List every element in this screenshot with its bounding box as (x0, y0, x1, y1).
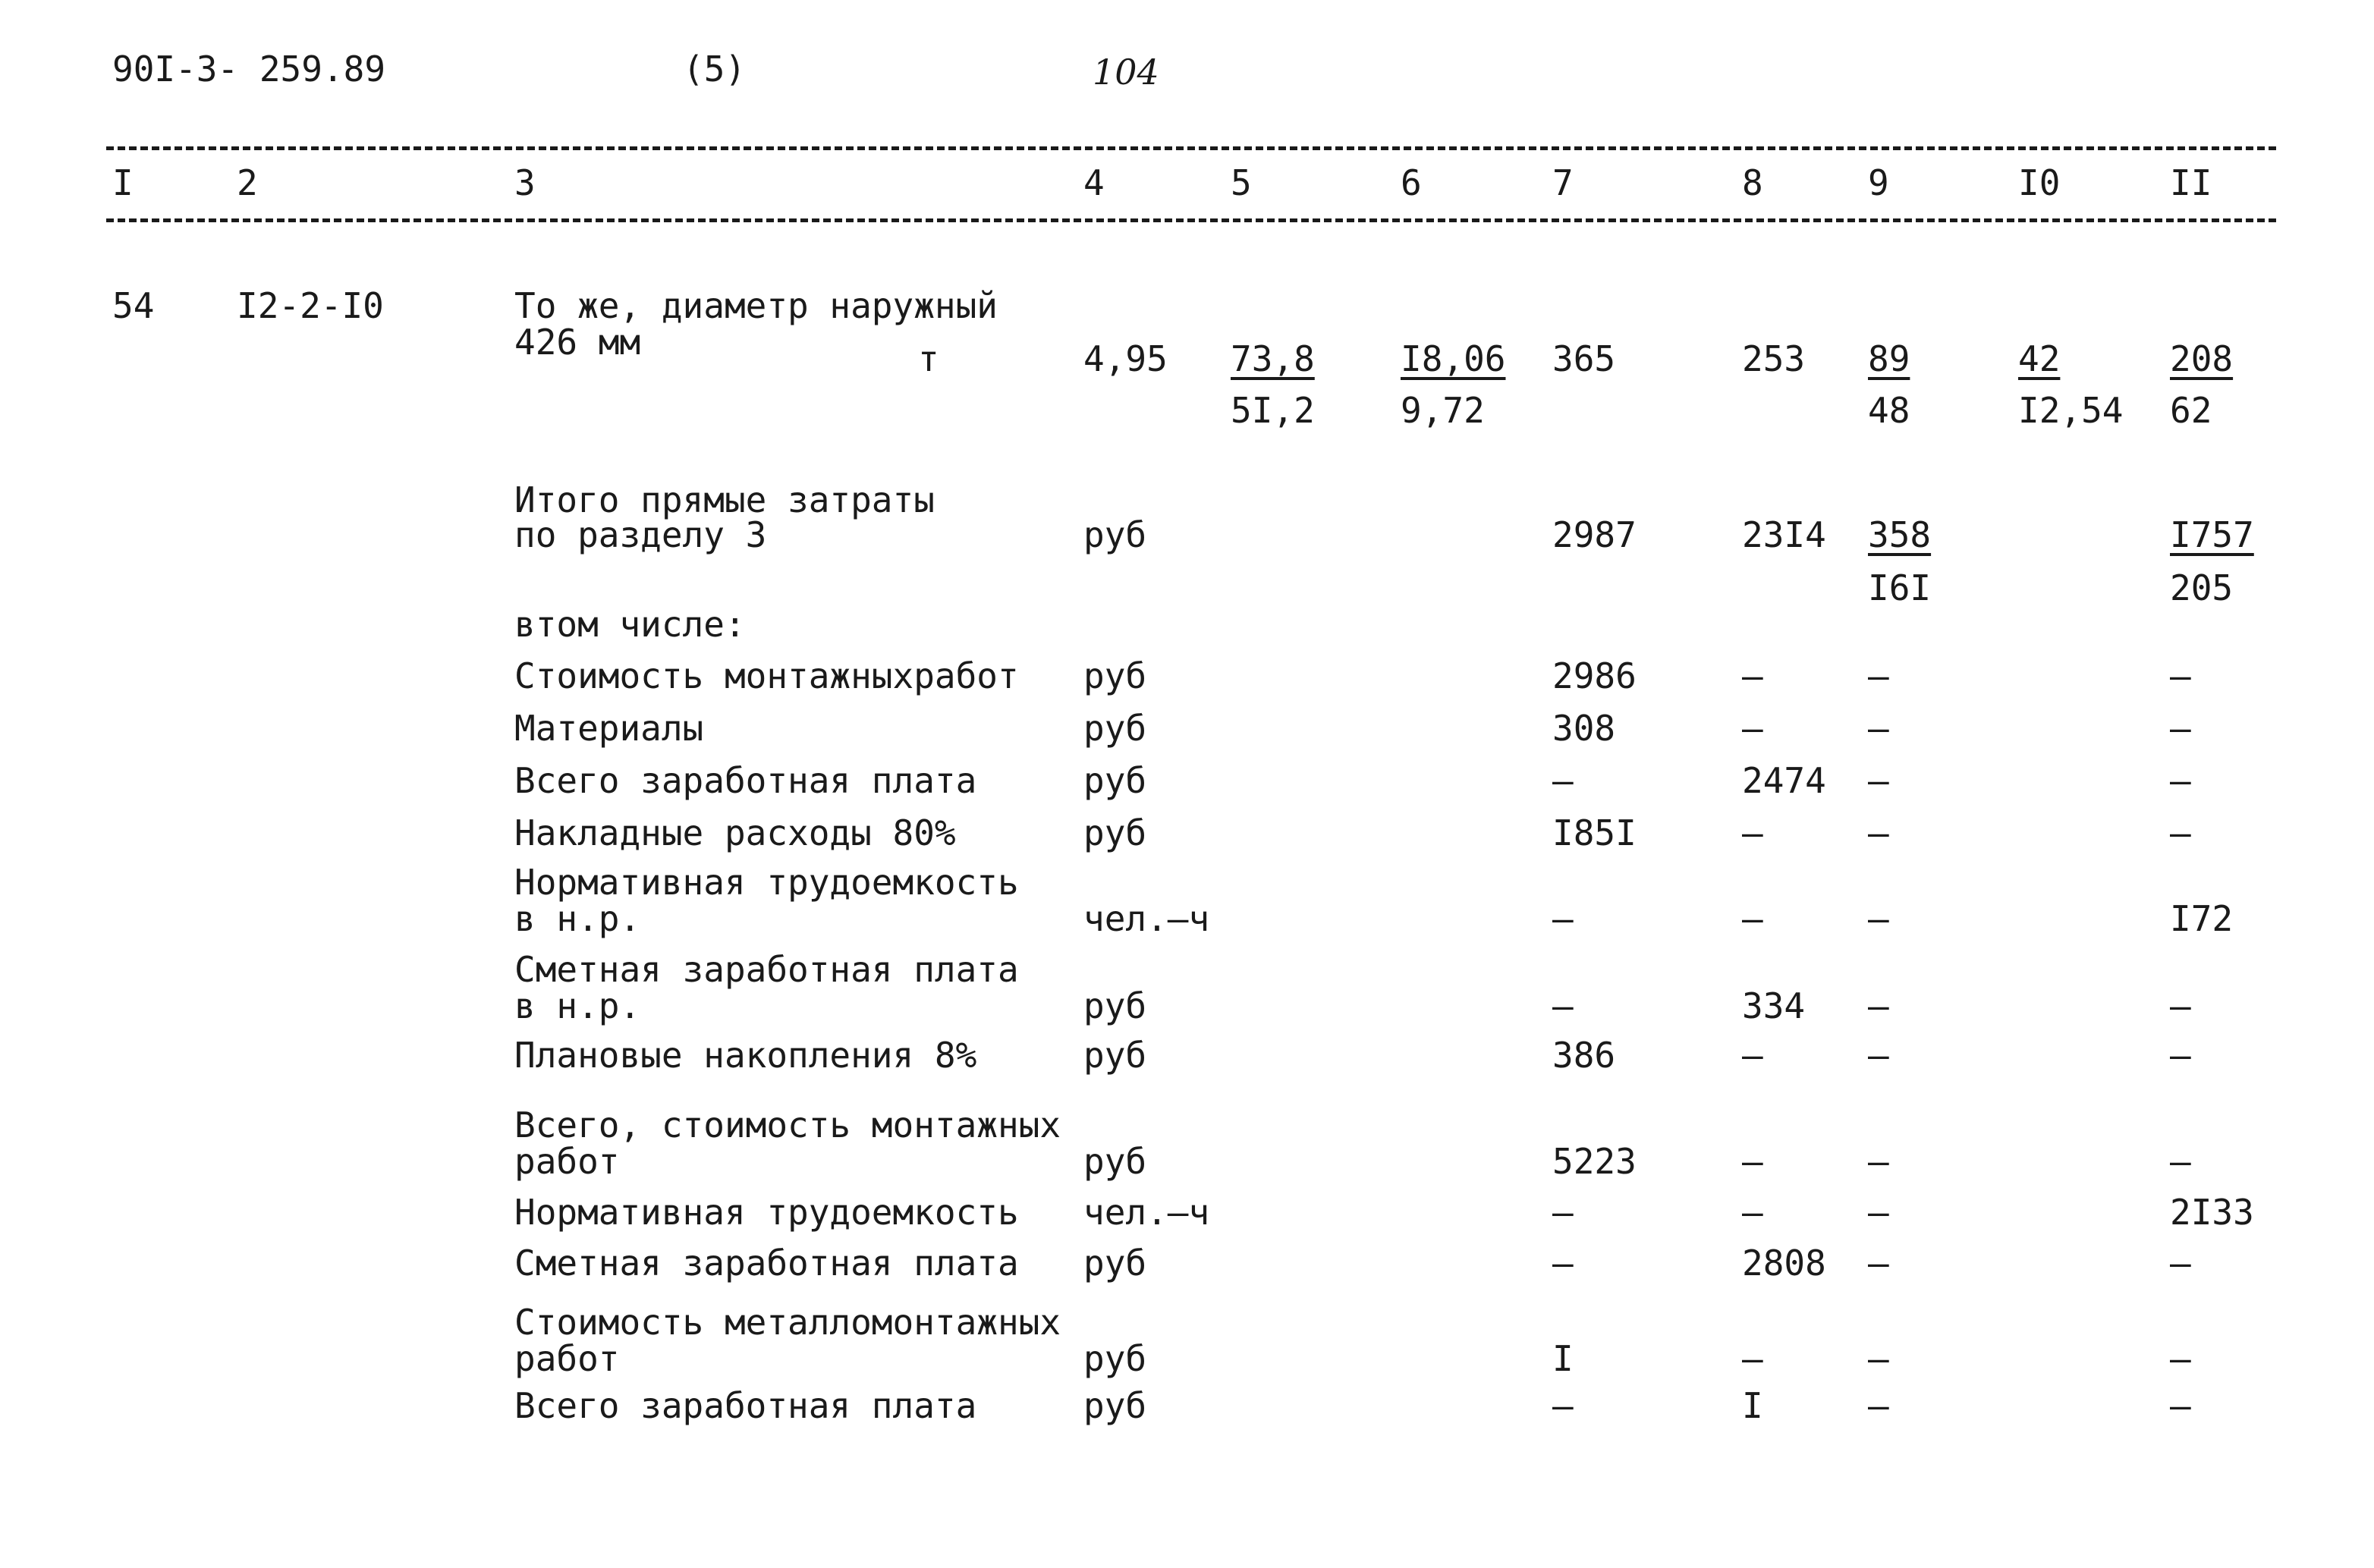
row-description-line2: в н.р. (514, 985, 641, 1026)
row-col8: – (1742, 812, 1763, 853)
row-col9: – (1868, 708, 1889, 749)
row-description: Сметная заработная плата (514, 1243, 1019, 1284)
row-col11: 2I33 (2170, 1192, 2254, 1233)
row-col11: – (2170, 760, 2191, 801)
column-header: 7 (1552, 162, 1574, 203)
row-description: Стоимость монтажныхработ (514, 655, 1019, 696)
row-col9: – (1868, 812, 1889, 853)
row-unit: чел.–ч (1083, 1192, 1210, 1233)
cell-col7: 365 (1552, 338, 1616, 379)
row-col11: – (2170, 985, 2191, 1026)
cell-col9-bottom: 48 (1868, 390, 1910, 431)
row-description: Сметная заработная плата (514, 949, 1019, 990)
total-col9-top: 358 (1868, 514, 1932, 555)
row-col7: – (1552, 898, 1574, 939)
row-col9: – (1868, 985, 1889, 1026)
row-col8: I (1742, 1385, 1763, 1426)
row-col11: – (2170, 708, 2191, 749)
row-col7: – (1552, 985, 1574, 1026)
cell-col6-bottom: 9,72 (1401, 390, 1485, 431)
row-unit: руб (1083, 812, 1147, 853)
total-col8: 23I4 (1742, 514, 1826, 555)
column-header: 4 (1083, 162, 1105, 203)
cell-col11-top: 208 (2170, 338, 2234, 379)
row-col7: 2986 (1552, 655, 1637, 696)
column-header: 3 (514, 162, 536, 203)
row-col11: – (2170, 812, 2191, 853)
sheet-part: (5) (683, 49, 747, 90)
row-col9: – (1868, 898, 1889, 939)
total-description-line2: по разделу 3 (514, 514, 767, 555)
row-col11: – (2170, 1243, 2191, 1284)
row-col8: 334 (1742, 985, 1806, 1026)
row-col8: – (1742, 1035, 1763, 1076)
item-number: 54 (112, 285, 155, 326)
row-col11: I72 (2170, 898, 2234, 939)
row-description: Нормативная трудоемкость (514, 1192, 1019, 1233)
row-description: Всего заработная плата (514, 760, 977, 801)
item-description-line2: 426 мм (514, 322, 641, 363)
cell-col9-top: 89 (1868, 338, 1910, 379)
row-col8: – (1742, 708, 1763, 749)
row-col8: 2808 (1742, 1243, 1826, 1284)
row-description-line2: в н.р. (514, 898, 641, 939)
row-description: Нормативная трудоемкость (514, 862, 1019, 903)
row-unit: руб (1083, 1243, 1147, 1284)
row-description: Всего заработная плата (514, 1385, 977, 1426)
row-col7: I85I (1552, 812, 1637, 853)
row-unit: руб (1083, 985, 1147, 1026)
item-description: То же, диаметр наружный (514, 285, 998, 326)
cell-col5-bottom: 5I,2 (1231, 390, 1315, 431)
row-col8: – (1742, 1192, 1763, 1233)
column-header: I0 (2018, 162, 2061, 203)
row-col7: – (1552, 1192, 1574, 1233)
row-unit: чел.–ч (1083, 898, 1210, 939)
total-description: Итого прямые затраты (514, 479, 935, 520)
column-header: 8 (1742, 162, 1763, 203)
row-unit: руб (1083, 708, 1147, 749)
row-description: Накладные расходы 80% (514, 812, 956, 853)
row-col11: – (2170, 1035, 2191, 1076)
column-header: 9 (1868, 162, 1889, 203)
row-col8: – (1742, 1141, 1763, 1182)
header-top-rule (106, 146, 2276, 150)
total-col11-bottom: 205 (2170, 567, 2234, 608)
row-unit: руб (1083, 1035, 1147, 1076)
row-col9: – (1868, 655, 1889, 696)
row-description-line2: работ (514, 1141, 620, 1182)
header-bottom-rule (106, 218, 2276, 222)
row-description: Материалы (514, 708, 704, 749)
column-header: I (112, 162, 134, 203)
total-col11-top: I757 (2170, 514, 2254, 555)
item-unit: т (918, 338, 939, 379)
row-unit: руб (1083, 1338, 1147, 1379)
total-col9-bottom: I6I (1868, 567, 1932, 608)
row-description: Стоимость металломонтажных (514, 1302, 1061, 1343)
row-col9: – (1868, 1385, 1889, 1426)
row-col7: – (1552, 1385, 1574, 1426)
cell-col6-top: I8,06 (1401, 338, 1506, 379)
row-col9: – (1868, 1035, 1889, 1076)
document-code: 90I-3- 259.89 (112, 49, 386, 90)
row-col8: – (1742, 655, 1763, 696)
total-col7: 2987 (1552, 514, 1637, 555)
row-description: Всего, стоимость монтажных (514, 1105, 1061, 1145)
cell-col5-top: 73,8 (1231, 338, 1315, 379)
row-unit: руб (1083, 1385, 1147, 1426)
row-description: Плановые накопления 8% (514, 1035, 977, 1076)
page-number: 104 (1093, 52, 1159, 93)
row-col8: – (1742, 1338, 1763, 1379)
row-col7: – (1552, 1243, 1574, 1284)
row-col11: – (2170, 1385, 2191, 1426)
column-header: 5 (1231, 162, 1252, 203)
column-header: 6 (1401, 162, 1422, 203)
cell-col11-bottom: 62 (2170, 390, 2212, 431)
cell-col4: 4,95 (1083, 338, 1168, 379)
row-col8: 2474 (1742, 760, 1826, 801)
row-col11: – (2170, 1141, 2191, 1182)
total-unit: руб (1083, 514, 1147, 555)
row-col7: 308 (1552, 708, 1616, 749)
row-col9: – (1868, 1243, 1889, 1284)
cell-col10-top: 42 (2018, 338, 2061, 379)
row-col7: 5223 (1552, 1141, 1637, 1182)
row-col7: – (1552, 760, 1574, 801)
item-code: I2-2-I0 (237, 285, 384, 326)
row-unit: руб (1083, 1141, 1147, 1182)
row-col9: – (1868, 1141, 1889, 1182)
including-label: втом числе: (514, 604, 746, 645)
row-col9: – (1868, 1338, 1889, 1379)
cell-col8: 253 (1742, 338, 1806, 379)
column-header: II (2170, 162, 2212, 203)
row-col11: – (2170, 1338, 2191, 1379)
column-header: 2 (237, 162, 258, 203)
cell-col10-bottom: I2,54 (2018, 390, 2124, 431)
row-unit: руб (1083, 655, 1147, 696)
row-col11: – (2170, 655, 2191, 696)
row-col9: – (1868, 760, 1889, 801)
row-col8: – (1742, 898, 1763, 939)
row-col7: I (1552, 1338, 1574, 1379)
row-col7: 386 (1552, 1035, 1616, 1076)
row-col9: – (1868, 1192, 1889, 1233)
row-description-line2: работ (514, 1338, 620, 1379)
row-unit: руб (1083, 760, 1147, 801)
